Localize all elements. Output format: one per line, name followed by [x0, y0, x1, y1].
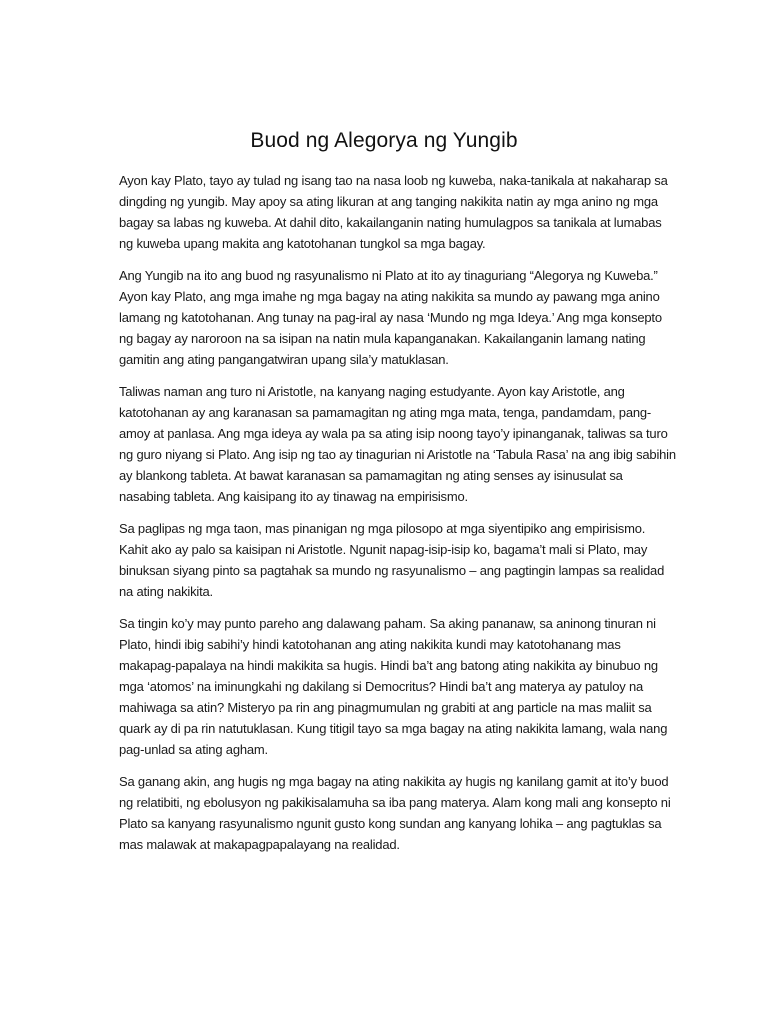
paragraph: Sa paglipas ng mga taon, mas pinanigan ng mga pilosopo at mga siyentipiko ang empirisismo. Kahit ako ay palo sa kaisipan ni Aristotle. Ngunit napag-isip-isip ko, bagama’t mali si Plato, may binuksan siyang pinto sa pagtahak sa mundo ng rasyunalismo – ang pagtingin lampas sa realidad na ating nakikita.: [119, 521, 665, 599]
paragraph: Sa ganang akin, ang hugis ng mga bagay na ating nakikita ay hugis ng kanilang gamit at ito’y buod ng relatibiti, ng ebolusyon ng pakikisalamuha sa iba pang materya. Alam kong mali ang konsepto ni Plato sa kanyang rasyunalismo ngunit gusto kong sundan ang kanyang lohika – ang pagtuklas sa mas malawak at makapagpapalayang na realidad.: [119, 774, 671, 852]
paragraph: Ang Yungib na ito ang buod ng rasyunalismo ni Plato at ito ay tinaguriang “Alegorya ng Kuweba.” Ayon kay Plato, ang mga imahe ng mga bagay na ating nakikita sa mundo ay pawang mga anino lamang ng katotohanan. Ang tunay na pag-iral ay nasa ‘Mundo ng mga Ideya.’ Ang mga konsepto ng bagay ay naroroon na sa isipan na natin mula kapanganakan. Kakailanganin lamang nating gamitin ang ating pangangatwiran upang sila’y matuklasan.: [119, 268, 662, 367]
document-body: [119, 170, 677, 866]
document-title: Buod ng Alegorya ng Yungib: [250, 129, 518, 152]
paragraph: Sa tingin ko’y may punto pareho ang dalawang paham. Sa aking pananaw, sa aninong tinuran ni Plato, hindi ibig sabihi’y hindi katotohanan ang ating nakikita kundi may katotohanang mas makapag-papalaya na hindi makikita sa hugis. Hindi ba’t ang batong ating nakikita ay binubuo ng mga ‘atomos’ na iminungkahi ng dakilang si Democritus? Hindi ba’t ang materya ay patuloy na mahiwaga sa atin? Misteryo pa rin ang pinagmumulan ng grabiti at ang particle na mas maliit sa quark ay di pa rin natutuklasan. Kung titigil tayo sa mga bagay na ating nakikita lamang, wala nang pag-unlad sa ating agham.: [119, 616, 668, 757]
paragraph: Taliwas naman ang turo ni Aristotle, na kanyang naging estudyante. Ayon kay Aristotle, ang katotohanan ay ang karanasan sa pamamagitan ng ating mga mata, tenga, pandamdam, pang-amoy at panlasa. Ang mga ideya ay wala pa sa ating isip noong tayo’y ipinanganak, taliwas sa turo ng guro niyang si Plato. Ang isip ng tao ay tinagurian ni Aristotle na ‘Tabula Rasa’ na ang ibig sabihin ay blankong tableta. At bawat karanasan sa pamamagitan ng ating senses ay isinusulat sa nasabing tableta. Ang kaisipang ito ay tinawag na empirisismo.: [119, 384, 676, 504]
paragraph: Ayon kay Plato, tayo ay tulad ng isang tao na nasa loob ng kuweba, naka-tanikala at nakaharap sa dingding ng yungib. May apoy sa ating likuran at ang tanging nakikita natin ay mga anino ng mga bagay sa labas ng kuweba. At dahil dito, kakailanganin nating humulagpos sa tanikala at lumabas ng kuweba upang makita ang katotohanan tungkol sa mga bagay.: [119, 173, 668, 251]
